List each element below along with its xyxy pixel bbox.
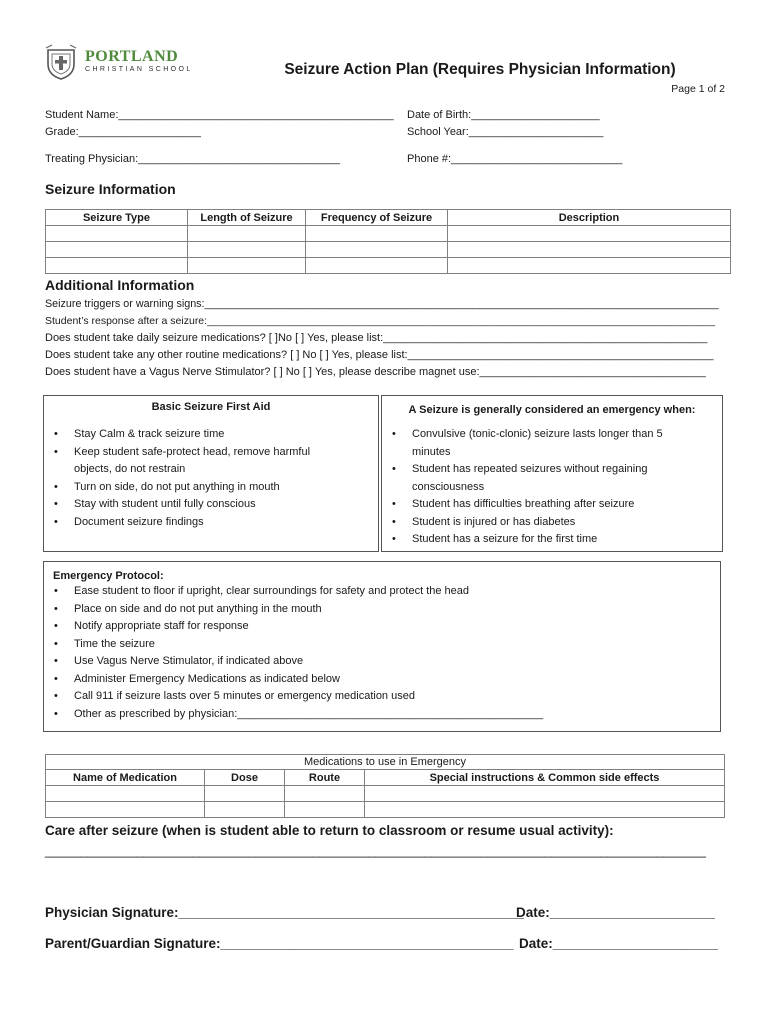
logo-subtitle: CHRISTIAN SCHOOL xyxy=(85,66,193,73)
list-item: • Stay with student until fully conscious xyxy=(44,496,378,514)
emergency-protocol-heading: Emergency Protocol: xyxy=(53,570,164,582)
first-aid-list xyxy=(44,426,378,531)
logo-name: PORTLAND xyxy=(85,48,179,65)
list-item: • Convulsive (tonic-clonic) seizure lasts longer than 5 minutes xyxy=(382,426,682,461)
emergency-protocol-box xyxy=(43,561,721,732)
page-number: Page 1 of 2 xyxy=(671,83,725,95)
table-header-row xyxy=(46,770,725,786)
table-cell[interactable] xyxy=(46,242,188,258)
care-after-field[interactable]: ______________________________________________________________________________________________ xyxy=(45,843,706,858)
table-cell[interactable] xyxy=(448,258,731,274)
response-after-field[interactable]: Student’s response after a seizure:_______________________________________________________________________________________ xyxy=(45,315,716,327)
table-cell[interactable] xyxy=(46,802,205,818)
table-row[interactable] xyxy=(46,226,731,242)
school-year-field[interactable]: School Year:______________________ xyxy=(407,126,604,138)
routine-medications-field[interactable]: Does student take any other routine medications? [ ] No [ ] Yes, please list:__________________________________________________ xyxy=(45,349,714,361)
column-header: Length of Seizure xyxy=(188,210,306,226)
triggers-field[interactable]: Seizure triggers or warning signs:______________________________________________________________________________________ xyxy=(45,298,719,310)
phone-field[interactable]: Phone #:____________________________ xyxy=(407,153,623,165)
grade-field[interactable]: Grade:____________________ xyxy=(45,126,201,138)
parent-signature-field[interactable]: Parent/Guardian Signature:_______________________________________ xyxy=(45,936,514,951)
list-item: • Time the seizure xyxy=(44,636,720,654)
table-cell[interactable] xyxy=(448,242,731,258)
emergency-criteria-heading: A Seizure is generally considered an emergency when: xyxy=(408,404,696,416)
list-item: • Student has a seizure for the first time xyxy=(382,531,682,549)
table-cell[interactable] xyxy=(188,242,306,258)
table-cell[interactable] xyxy=(306,258,448,274)
list-item: • Document seizure findings xyxy=(44,514,378,532)
column-header: Description xyxy=(448,210,731,226)
list-item: • Student has repeated seizures without regaining consciousness xyxy=(382,461,682,496)
physician-signature-field[interactable]: Physician Signature:______________________________________________ xyxy=(45,905,524,920)
table-row[interactable] xyxy=(46,786,725,802)
list-item: • Ease student to floor if upright, clear surroundings for safety and protect the head xyxy=(44,583,720,601)
table-cell[interactable] xyxy=(285,786,365,802)
medications-caption: Medications to use in Emergency xyxy=(46,755,725,770)
seizure-information-heading: Seizure Information xyxy=(45,181,176,197)
table-cell[interactable] xyxy=(205,802,285,818)
list-item: • Call 911 if seizure lasts over 5 minutes or emergency medication used xyxy=(44,688,720,706)
table-cell[interactable] xyxy=(46,226,188,242)
parent-date-field[interactable]: Date:______________________ xyxy=(519,936,718,951)
table-cell[interactable] xyxy=(365,802,725,818)
care-after-label: Care after seizure (when is student able to return to classroom or resume usual activity): xyxy=(45,823,614,838)
table-cell[interactable] xyxy=(285,802,365,818)
vagus-nerve-field[interactable]: Does student have a Vagus Nerve Stimulator? [ ] No [ ] Yes, please describe magnet use:_____________________________________ xyxy=(45,366,706,378)
medications-table xyxy=(45,754,725,818)
table-caption-row xyxy=(46,755,725,770)
table-header-row xyxy=(46,210,731,226)
list-item: • Stay Calm & track seizure time xyxy=(44,426,378,444)
list-item: • Place on side and do not put anything in the mouth xyxy=(44,601,720,619)
table-cell[interactable] xyxy=(46,258,188,274)
table-cell[interactable] xyxy=(205,786,285,802)
list-item: • Notify appropriate staff for response xyxy=(44,618,720,636)
table-cell[interactable] xyxy=(448,226,731,242)
emergency-criteria-box xyxy=(381,395,723,552)
column-header: Frequency of Seizure xyxy=(306,210,448,226)
table-cell[interactable] xyxy=(365,786,725,802)
column-header: Route xyxy=(285,770,365,786)
list-item: • Student has difficulties breathing after seizure xyxy=(382,496,682,514)
additional-information-heading: Additional Information xyxy=(45,277,195,293)
treating-physician-field[interactable]: Treating Physician:_________________________________ xyxy=(45,153,341,165)
daily-medications-field[interactable]: Does student take daily seizure medications? [ ]No [ ] Yes, please list:_____________________________________________________ xyxy=(45,332,708,344)
table-row[interactable] xyxy=(46,242,731,258)
list-item: • Student is injured or has diabetes xyxy=(382,514,682,532)
table-cell[interactable] xyxy=(46,786,205,802)
list-item[interactable]: • Other as prescribed by physician:__________________________________________________ xyxy=(44,706,720,724)
table-row[interactable] xyxy=(46,258,731,274)
list-item: • Administer Emergency Medications as indicated below xyxy=(44,671,720,689)
column-header: Seizure Type xyxy=(46,210,188,226)
table-cell[interactable] xyxy=(188,258,306,274)
table-cell[interactable] xyxy=(188,226,306,242)
column-header: Dose xyxy=(205,770,285,786)
emergency-protocol-list xyxy=(44,583,720,723)
table-row[interactable] xyxy=(46,802,725,818)
first-aid-heading: Basic Seizure First Aid xyxy=(151,401,271,413)
table-cell[interactable] xyxy=(306,242,448,258)
seizure-information-table xyxy=(45,209,731,274)
list-item: • Keep student safe-protect head, remove harmful objects, do not restrain xyxy=(44,444,378,479)
physician-date-field[interactable]: Date:______________________ xyxy=(516,905,715,920)
emergency-criteria-list xyxy=(382,426,722,549)
column-header: Special instructions & Common side effects xyxy=(365,770,725,786)
list-item: • Use Vagus Nerve Stimulator, if indicated above xyxy=(44,653,720,671)
date-of-birth-field[interactable]: Date of Birth:_____________________ xyxy=(407,109,600,121)
student-name-field[interactable]: Student Name:_____________________________________________ xyxy=(45,109,394,121)
column-header: Name of Medication xyxy=(46,770,205,786)
list-item: • Turn on side, do not put anything in mouth xyxy=(44,479,378,497)
table-cell[interactable] xyxy=(306,226,448,242)
page-title: Seizure Action Plan (Requires Physician Information) xyxy=(284,61,676,78)
first-aid-box xyxy=(43,395,379,552)
